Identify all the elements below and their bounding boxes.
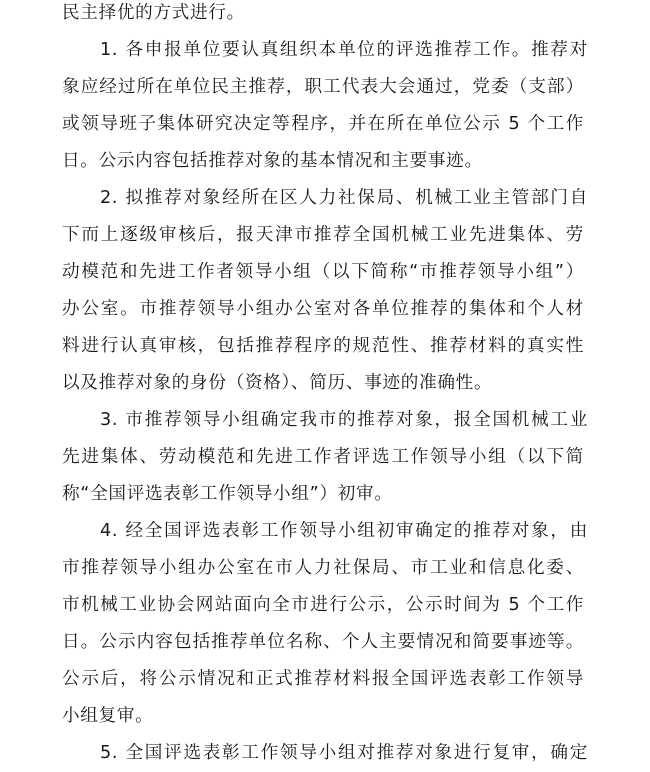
text-line: 公示后，将公示情况和正式推荐材料报全国评选表彰工作领导 bbox=[62, 669, 584, 689]
text-line: 下而上逐级审核后，报天津市推荐全国机械工业先进集体、劳 bbox=[62, 225, 584, 245]
text-line: 日。公示内容包括推荐对象的基本情况和主要事迹。 bbox=[62, 151, 483, 171]
text-line: 料进行认真审核，包括推荐程序的规范性、推荐材料的真实性 bbox=[62, 336, 584, 356]
text-line: 象应经过所在单位民主推荐，职工代表大会通过，党委（支部） bbox=[62, 77, 584, 97]
text-line: 称“全国评选表彰工作领导小组”）初审。 bbox=[62, 484, 393, 504]
text-line: 以及推荐对象的身份（资格）、简历、事迹的准确性。 bbox=[62, 373, 493, 393]
text-line: 日。公示内容包括推荐单位名称、个人主要情况和简要事迹等。 bbox=[62, 632, 584, 652]
text-line: 市机械工业协会网站面向全市进行公示，公示时间为 5 个工作 bbox=[62, 595, 584, 615]
text-line: 动模范和先进工作者领导小组（以下简称“市推荐领导小组”） bbox=[62, 262, 584, 282]
paragraph-3-line-1: 3. 市推荐领导小组确定我市的推荐对象，报全国机械工业 bbox=[100, 410, 588, 430]
paragraph-2-line-1: 2. 拟推荐对象经所在区人力社保局、机械工业主管部门自 bbox=[100, 188, 588, 208]
text-line: 市推荐领导小组办公室在市人力社保局、市工业和信息化委、 bbox=[62, 558, 584, 578]
paragraph-5-line-1: 5. 全国评选表彰工作领导小组对推荐对象进行复审，确定 bbox=[100, 743, 588, 763]
text-line: 先进集体、劳动模范和先进工作者评选工作领导小组（以下简 bbox=[62, 447, 584, 467]
paragraph-4-line-1: 4. 经全国评选表彰工作领导小组初审确定的推荐对象，由 bbox=[100, 521, 588, 541]
text-line: 民主择优的方式进行。 bbox=[62, 3, 245, 23]
text-line: 小组复审。 bbox=[62, 706, 154, 726]
paragraph-1-line-1: 1. 各申报单位要认真组织本单位的评选推荐工作。推荐对 bbox=[100, 40, 588, 60]
text-line: 或领导班子集体研究决定等程序，并在所在单位公示 5 个工作 bbox=[62, 114, 584, 134]
text-line: 办公室。市推荐领导小组办公室对各单位推荐的集体和个人材 bbox=[62, 299, 584, 319]
